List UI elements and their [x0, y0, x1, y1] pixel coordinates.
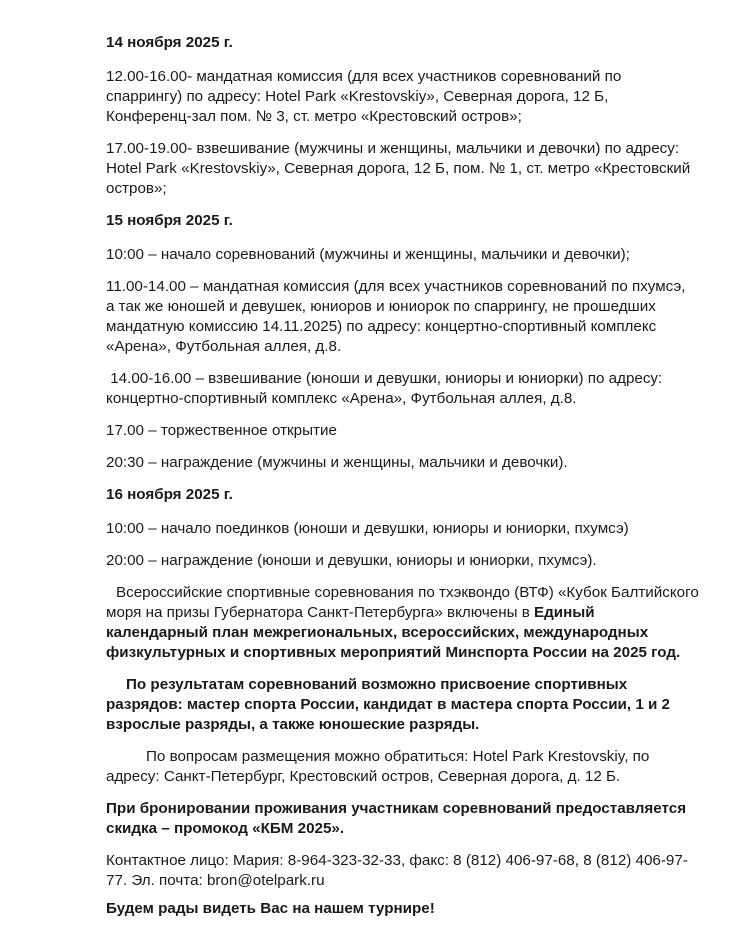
- text-line: 14.00-16.00 – взвешивание (юноши и девушки, юниоры и юниорки) по адресу:: [106, 370, 663, 387]
- text-line: взрослые разряды, а также юношеские разряды.: [106, 716, 480, 733]
- text-line: По вопросам размещения можно обратиться: Hotel Park Krestovskiy, по: [146, 748, 650, 765]
- text-line: физкультурных и спортивных мероприятий Минспорта России на 2025 год.: [106, 644, 681, 661]
- text-line: мандатную комиссию 14.11.2025) по адресу: концертно-спортивный комплекс: [106, 318, 657, 335]
- text-line: 10:00 – начало соревнований (мужчины и женщины, мальчики и девочки);: [106, 246, 630, 263]
- document-page: [106, 33, 706, 917]
- date-heading-day1: 14 ноября 2025 г.: [106, 34, 233, 51]
- date-heading-day2: 15 ноября 2025 г.: [106, 212, 233, 229]
- text-line: разрядов: мастер спорта России, кандидат в мастера спорта России, 1 и 2: [106, 696, 670, 713]
- bold-text-span: Единый: [534, 604, 595, 621]
- text-line: остров»;: [106, 180, 167, 197]
- discount-paragraph: [106, 799, 706, 839]
- text-line: Всероссийские спортивные соревнования по тхэквондо (ВТФ) «Кубок Балтийского: [116, 584, 699, 601]
- text-line: календарный план межрегиональных, всероссийских, международных: [106, 624, 649, 641]
- schedule-item-accreditation-sparring: [106, 67, 706, 127]
- text-line: 20:30 – награждение (мужчины и женщины, мальчики и девочки).: [106, 454, 568, 471]
- text-line: а так же юношей и девушек, юниоров и юниорок по спаррингу, не прошедших: [106, 298, 656, 315]
- contact-paragraph: [106, 851, 706, 891]
- schedule-item-bouts-start: [106, 519, 706, 539]
- schedule-item-opening-ceremony: [106, 421, 706, 441]
- schedule-item-accreditation-poomsae: [106, 277, 706, 357]
- text-line: 17.00 – торжественное открытие: [106, 422, 337, 439]
- text-line: Hotel Park «Krestovskiy», Северная дорога, 12 Б, пом. № 1, ст. метро «Крестовский: [106, 160, 691, 177]
- text-line: концертно-спортивный комплекс «Арена», Футбольная аллея, д.8.: [106, 390, 577, 407]
- text-line: 20:00 – награждение (юноши и девушки, юниоры и юниорки, пхумсэ).: [106, 552, 597, 569]
- text-line: 12.00-16.00- мандатная комиссия (для всех участников соревнований по: [106, 68, 622, 85]
- text-line: «Арена», Футбольная аллея, д.8.: [106, 338, 342, 355]
- schedule-item-awards-youth: [106, 551, 706, 571]
- schedule-item-weigh-in-adults: [106, 139, 706, 199]
- text-line: [106, 603, 706, 623]
- sports-ranks-paragraph: [106, 675, 706, 735]
- schedule-item-weigh-in-youth: [106, 369, 706, 409]
- text-span: моря на призы Губернатора Санкт-Петербурга» включены в: [106, 604, 535, 621]
- text-line: спаррингу) по адресу: Hotel Park «Krestovskiy», Северная дорога, 12 Б,: [106, 88, 609, 105]
- text-line: 10:00 – начало поединков (юноши и девушки, юниоры и юниорки, пхумсэ): [106, 520, 629, 537]
- closing-line: Будем рады видеть Вас на нашем турнире!: [106, 900, 435, 917]
- text-line: По результатам соревнований возможно присвоение спортивных: [126, 676, 628, 693]
- schedule-item-competition-start: [106, 245, 706, 265]
- accommodation-paragraph: [106, 747, 706, 787]
- text-line: Конференц-зал пом. № 3, ст. метро «Крестовский остров»;: [106, 108, 522, 125]
- schedule-item-awards-adults: [106, 453, 706, 473]
- text-line: скидка – промокод «КБМ 2025».: [106, 820, 345, 837]
- text-line: Контактное лицо: Мария: 8-964-323-32-33, факс: 8 (812) 406-97-68, 8 (812) 406-97-: [106, 852, 688, 869]
- calendar-inclusion-paragraph: [106, 583, 706, 663]
- text-line: адресу: Санкт-Петербург, Крестовский остров, Северная дорога, д. 12 Б.: [106, 768, 621, 785]
- text-line: При бронировании проживания участникам соревнований предоставляется: [106, 800, 687, 817]
- text-line: 77. Эл. почта: bron@otelpark.ru: [106, 872, 325, 889]
- text-line: 17.00-19.00- взвешивание (мужчины и женщины, мальчики и девочки) по адресу:: [106, 140, 680, 157]
- date-heading-day3: 16 ноября 2025 г.: [106, 486, 233, 503]
- text-line: 11.00-14.00 – мандатная комиссия (для всех участников соревнований по пхумсэ,: [106, 278, 686, 295]
